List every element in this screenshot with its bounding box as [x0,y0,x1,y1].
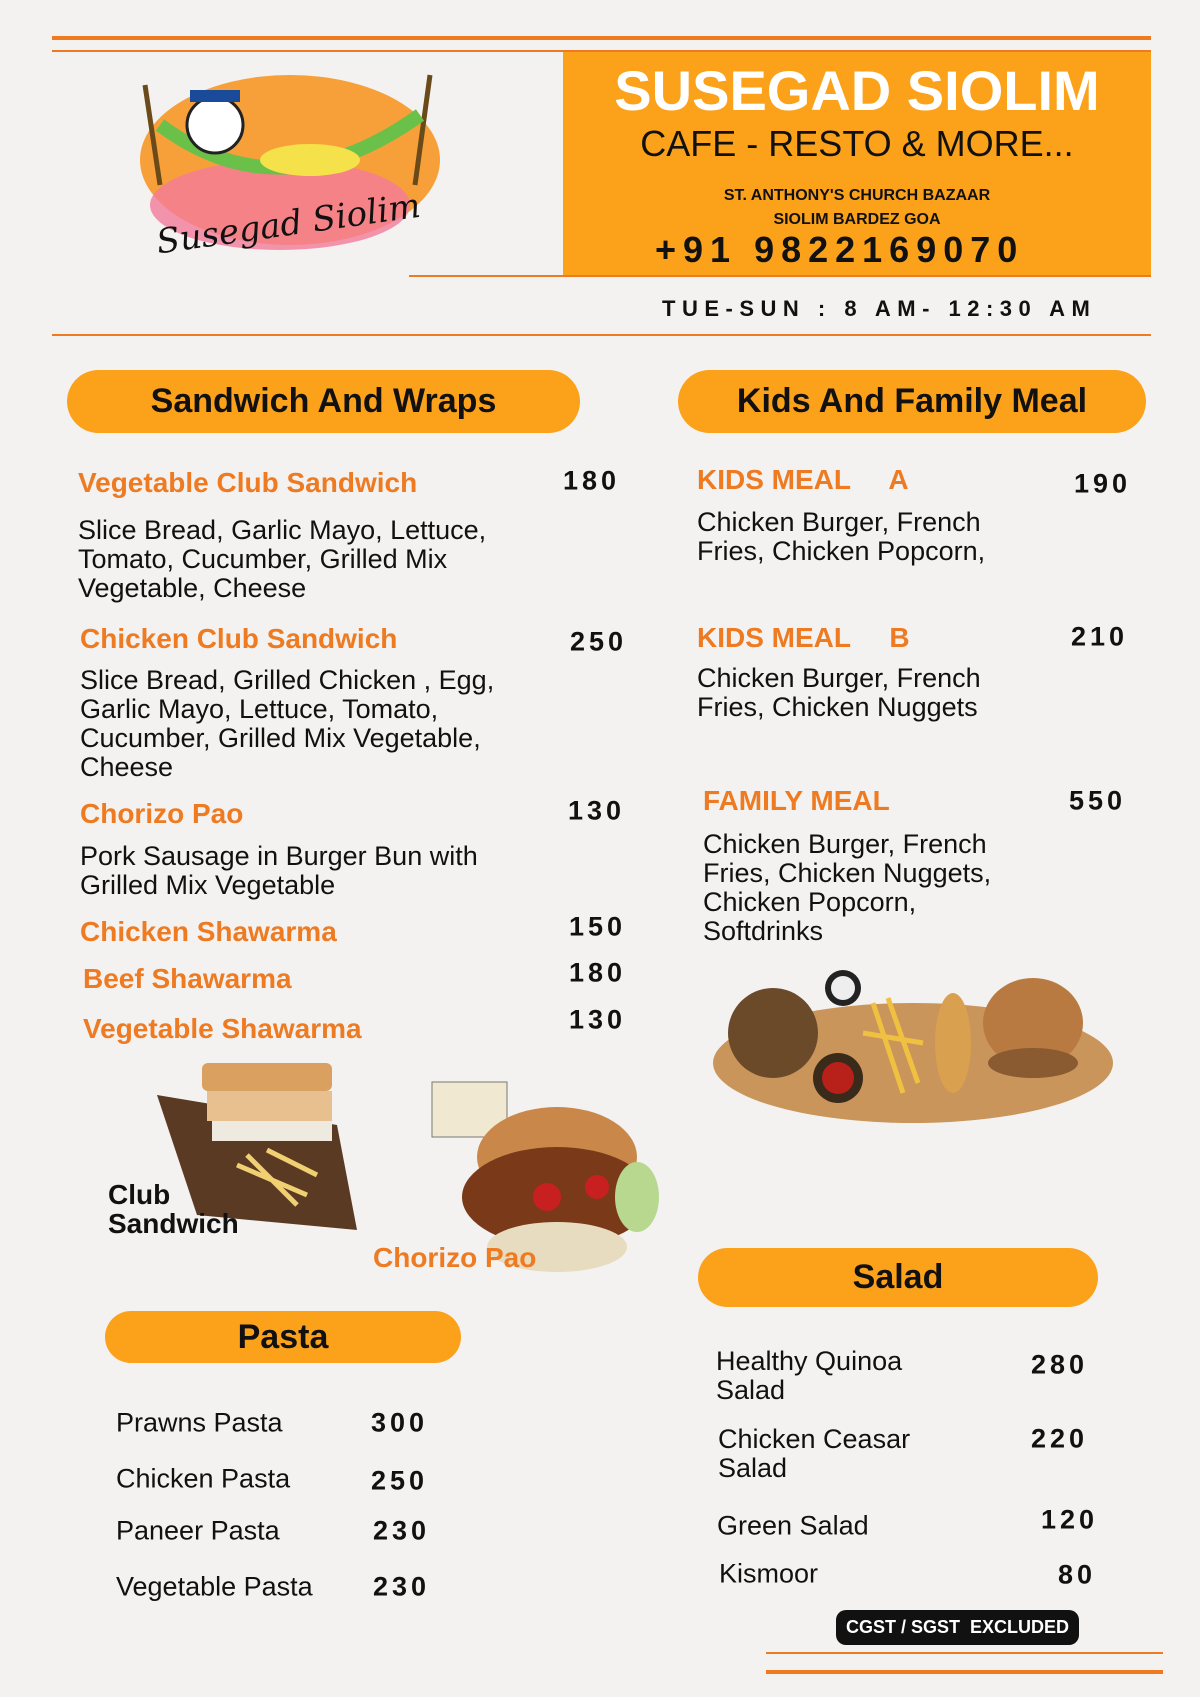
menu-item-price: 250 [371,1465,429,1496]
tagline: CAFE - RESTO & MORE... [640,123,1074,164]
menu-item-price: 250 [570,626,628,657]
menu-item-description: Pork Sausage in Burger Bun with Grilled Mix Vegetable [80,841,478,900]
menu-item-name: Chicken Ceasar Salad [718,1424,911,1483]
menu-item-name: Green Salad [717,1510,869,1541]
logo [130,65,455,260]
menu-item-price: 180 [569,957,627,988]
menu-item-description: Chicken Burger, French Fries, Chicken Popcorn, [697,507,986,566]
tax-badge: CGST / SGST EXCLUDED [836,1610,1079,1645]
menu-item-price: 120 [1041,1504,1099,1535]
menu-item-price: 300 [371,1407,429,1438]
item-name-text: KIDS MEAL B [697,622,910,653]
menu-item-name: Vegetable Club Sandwich [78,467,418,498]
menu-item-price: 550 [1069,785,1127,816]
menu-item-name: Paneer Pasta [116,1515,280,1546]
menu-item-name: Kismoor [719,1558,819,1589]
top-rule [52,36,1151,40]
menu-item-price: 230 [373,1515,431,1546]
bottom-rule [766,1670,1163,1674]
menu-item-price: 150 [569,911,627,942]
menu-item-name: FAMILY MEAL [703,785,890,816]
menu-item-name: Chicken Shawarma [80,916,337,947]
svg-text:Susegad Siolim: Susegad Siolim [153,185,423,260]
menu-item-price: 130 [569,1004,627,1035]
menu-item-price: 130 [568,795,626,826]
header-rule [409,275,1151,277]
menu-item-price: 280 [1031,1349,1089,1380]
restaurant-name: SUSEGAD SIOLIM [614,59,1100,122]
menu-item-description: Chicken Burger, French Fries, Chicken Nuggets [697,663,981,722]
phone-number: +91 9822169070 [655,229,1025,270]
section-header-pasta: Pasta [105,1311,461,1363]
menu-item-price: 220 [1031,1423,1089,1454]
menu-item-price: 180 [563,465,621,496]
club-sandwich-caption: Club Sandwich [108,1179,239,1239]
menu-item-name: Prawns Pasta [116,1407,283,1438]
address-line-2: SIOLIM BARDEZ GOA [773,211,941,228]
menu-item-name [697,622,910,654]
family-meal-photo [703,963,1114,1131]
address-line-1: ST. ANTHONY'S CHURCH BAZAAR [723,187,991,204]
header-bottom-rule [52,334,1151,336]
menu-item-name [697,464,909,496]
section-header-sandwich: Sandwich And Wraps [67,370,580,433]
menu-item-description: Slice Bread, Grilled Chicken , Egg, Garlic Mayo, Lettuce, Tomato, Cucumber, Grilled Mix Vegetable, Cheese [80,665,495,782]
menu-item-name: Chorizo Pao [80,798,244,829]
opening-hours: TUE-SUN : 8 AM- 12:30 AM [662,296,1097,321]
menu-item-name: Beef Shawarma [83,963,292,994]
menu-item-description: Slice Bread, Garlic Mayo, Lettuce, Tomato, Cucumber, Grilled Mix Vegetable, Cheese [78,515,487,603]
menu-item-name: Healthy Quinoa Salad [716,1346,903,1405]
menu-item-name: Vegetable Shawarma [83,1013,362,1044]
section-header-kids: Kids And Family Meal [678,370,1146,433]
menu-item-price: 230 [373,1571,431,1602]
bottom-rule-thin [766,1652,1163,1654]
menu-item-price: 80 [1058,1559,1097,1590]
menu-item-description: Chicken Burger, French Fries, Chicken Nuggets, Chicken Popcorn, Softdrinks [703,829,992,946]
menu-item-price: 210 [1071,621,1129,652]
item-name-text: KIDS MEAL A [697,464,909,495]
chorizo-pao-caption: Chorizo Pao [373,1242,537,1273]
section-header-salad: Salad [698,1248,1098,1307]
menu-item-name: Chicken Club Sandwich [80,623,398,654]
menu-item-name: Vegetable Pasta [116,1571,313,1602]
menu-item-name: Chicken Pasta [116,1463,291,1494]
menu-item-price: 190 [1074,468,1132,499]
